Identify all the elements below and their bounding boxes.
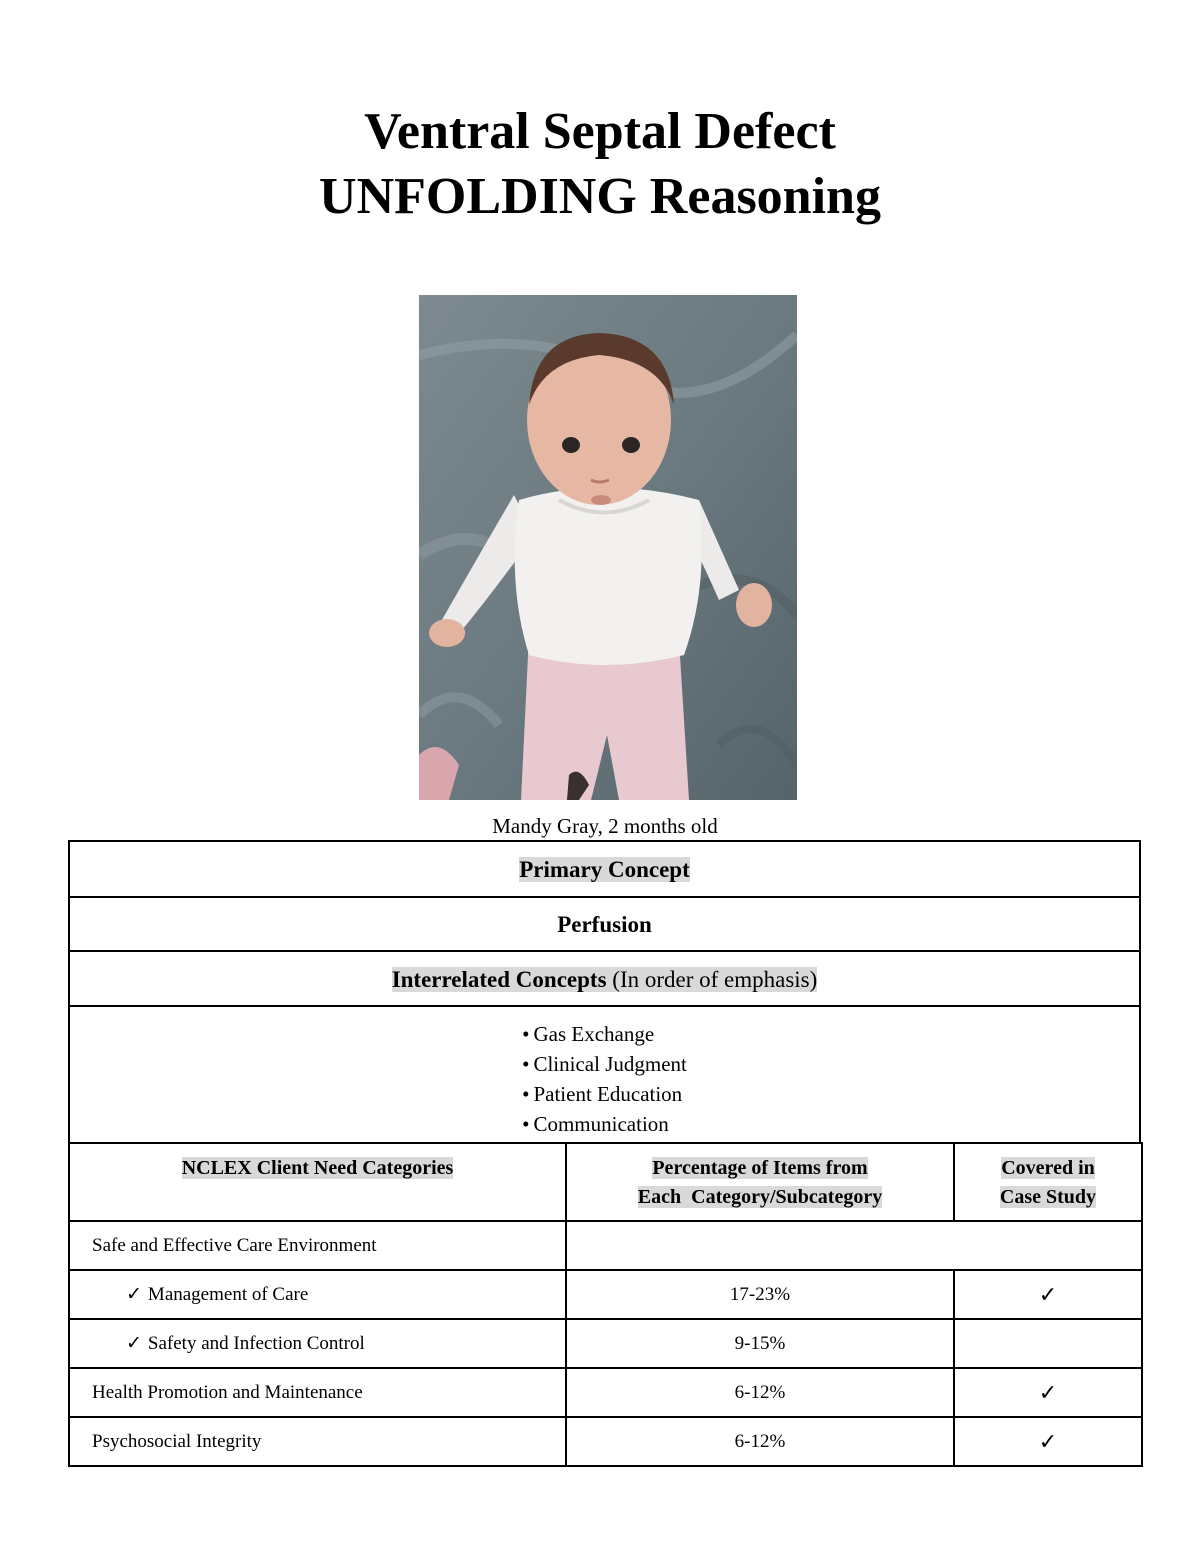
- category-cell: Health Promotion and Maintenance: [69, 1368, 566, 1417]
- interrelated-concepts-list-row: [68, 1005, 1141, 1144]
- table-row: [69, 1221, 1142, 1270]
- interrelated-concepts-list: [522, 1007, 687, 1139]
- percent-cell: 9-15%: [566, 1319, 954, 1368]
- list-item: • Clinical Judgment: [522, 1049, 687, 1079]
- table-row: [69, 1270, 1142, 1319]
- covered-cell: ✓: [954, 1368, 1142, 1417]
- interrelated-concepts-header-row: [68, 950, 1141, 1006]
- checkmark-icon: ✓: [126, 1333, 142, 1354]
- photo-caption: Mandy Gray, 2 months old: [492, 814, 718, 838]
- header-category: NCLEX Client Need Categories: [69, 1143, 566, 1221]
- document-title-line1: Ventral Septal Defect: [364, 103, 836, 160]
- table-row: [69, 1368, 1142, 1417]
- percent-cell: 17-23%: [566, 1270, 954, 1319]
- percent-cell: 6-12%: [566, 1368, 954, 1417]
- interrelated-concepts-header: Interrelated Concepts: [391, 967, 607, 992]
- primary-concept-header: Primary Concept: [519, 857, 690, 882]
- list-item: • Patient Education: [522, 1079, 687, 1109]
- category-cell: Safe and Effective Care Environment: [69, 1221, 566, 1270]
- table-row: [69, 1417, 1142, 1466]
- category-cell: Psychosocial Integrity: [69, 1417, 566, 1466]
- checkmark-icon: ✓: [126, 1284, 142, 1305]
- primary-concept-row: [68, 896, 1141, 951]
- table-header-row: [69, 1143, 1142, 1221]
- primary-concept-value: Perfusion: [557, 912, 652, 937]
- category-cell: ✓ Management of Care: [69, 1270, 566, 1319]
- nclex-table: [68, 1142, 1143, 1467]
- percent-cell: [566, 1221, 1142, 1270]
- covered-cell: ✓: [954, 1270, 1142, 1319]
- table-row: [69, 1319, 1142, 1368]
- list-item: • Communication: [522, 1109, 687, 1139]
- infant-photo: [419, 295, 797, 800]
- category-cell: ✓ Safety and Infection Control: [69, 1319, 566, 1368]
- header-covered: Covered in Case Study: [954, 1143, 1142, 1221]
- list-item: • Gas Exchange: [522, 1019, 687, 1049]
- document-title-line2: UNFOLDING Reasoning: [319, 168, 881, 225]
- primary-concept-header-row: [68, 840, 1141, 897]
- interrelated-concepts-header-highlight: [392, 967, 818, 992]
- covered-cell: [954, 1319, 1142, 1368]
- interrelated-concepts-note: (In order of emphasis): [612, 967, 818, 992]
- covered-cell: ✓: [954, 1417, 1142, 1466]
- percent-cell: 6-12%: [566, 1417, 954, 1466]
- header-percentage: Percentage of Items from Each Category/Subcategory: [566, 1143, 954, 1221]
